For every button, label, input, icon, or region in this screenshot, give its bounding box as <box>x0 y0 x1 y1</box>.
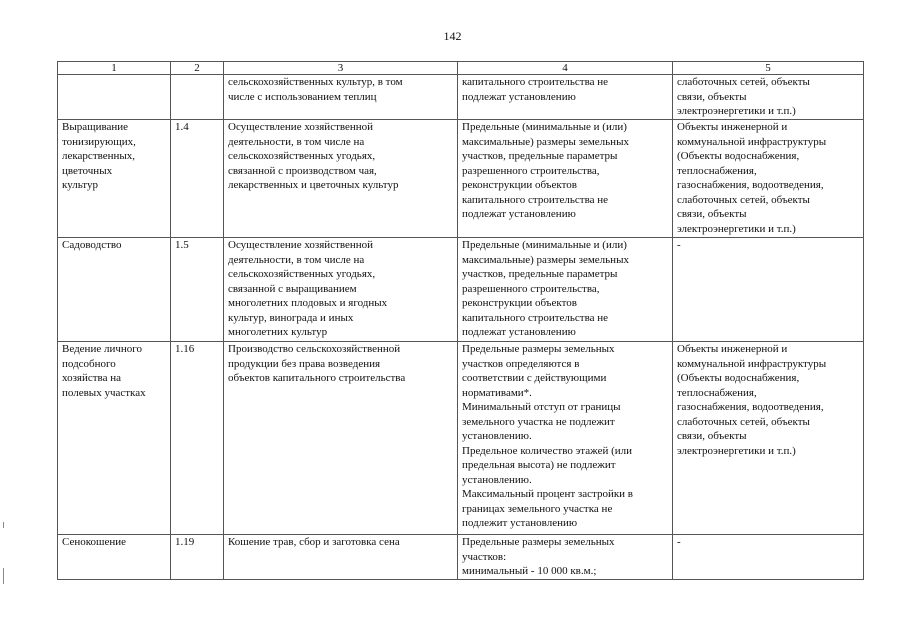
cell-text-line: 1.16 <box>175 343 195 355</box>
table-cell-col3 <box>224 238 458 342</box>
page-number: 142 <box>443 29 462 43</box>
column-header: 1 <box>58 62 171 75</box>
cell-text-line: максимальные) размеры земельных <box>462 253 629 266</box>
cell-text-line: связи, объекты <box>677 208 747 220</box>
cell-text-line: 1.5 <box>175 239 189 251</box>
cell-text-line: - <box>677 239 681 251</box>
cell-text-line: участков, предельные параметры <box>462 150 618 162</box>
cell-text-line: электроэнергетики и т.п.) <box>677 444 796 457</box>
cell-text-line: подсобного <box>62 357 116 370</box>
cell-text-line: Садоводство <box>62 239 122 251</box>
cell-text-line: лекарственных, <box>62 150 136 162</box>
cell-text-line: коммунальной инфраструктуры <box>677 135 827 148</box>
cell-text-line: Предельные размеры земельных <box>462 343 615 355</box>
cell-text-line: слаботочных сетей, объекты <box>677 76 810 88</box>
table-cell-col4 <box>458 120 673 238</box>
cell-text-line: полевых участках <box>62 386 146 399</box>
cell-text-line: цветочных <box>62 164 113 177</box>
cell-text-line: Выращивание <box>62 121 129 133</box>
cell-text-line: хозяйства на <box>62 372 122 384</box>
cell-text-line: Минимальный отступ от границы <box>462 401 621 413</box>
table-cell-col3 <box>224 535 458 580</box>
cell-text-line: слаботочных сетей, объекты <box>677 193 810 206</box>
table-cell-col5 <box>673 238 864 342</box>
cell-text-line: капитального строительства не <box>462 193 609 206</box>
cell-text-line: Кошение трав, сбор и заготовка сена <box>228 536 400 548</box>
cell-text-line: установлению. <box>462 430 532 442</box>
cell-text-line: связанной с выращиванием <box>228 282 357 295</box>
cell-text-line: Ведение личного <box>62 343 142 355</box>
cell-text-line: продукции без права возведения <box>228 357 381 370</box>
cell-text-line: подлежат установлению <box>462 90 576 103</box>
cell-text-line: слаботочных сетей, объекты <box>677 415 810 428</box>
cell-text-line: максимальные) размеры земельных <box>462 135 629 148</box>
table-cell-col4 <box>458 75 673 120</box>
margin-mark <box>3 568 4 584</box>
cell-text-line: (Объекты водоснабжения, <box>677 150 800 162</box>
cell-text-line: лекарственных и цветочных культур <box>228 179 399 191</box>
table-cell-col5 <box>673 342 864 535</box>
cell-text-line: газоснабжения, водоотведения, <box>677 401 824 413</box>
margin-mark <box>3 522 4 528</box>
cell-text-line: многолетних культур <box>228 326 328 338</box>
cell-text-line: связанной с производством чая, <box>228 164 377 177</box>
table-cell-col3 <box>224 120 458 238</box>
table-cell-col4 <box>458 535 673 580</box>
cell-text-line: Осуществление хозяйственной <box>228 239 374 251</box>
cell-text-line: объектов капитального строительства <box>228 372 406 384</box>
column-header: 2 <box>171 62 224 75</box>
cell-text-line: - <box>677 536 681 548</box>
cell-text-line: сельскохозяйственных угодьях, <box>228 268 376 280</box>
table-cell-col4 <box>458 342 673 535</box>
cell-text-line: многолетних плодовых и ягодных <box>228 297 388 309</box>
table-cell-col1 <box>58 75 171 120</box>
table-cell-col5 <box>673 75 864 120</box>
cell-text-line: коммунальной инфраструктуры <box>677 357 827 370</box>
cell-text-line: электроэнергетики и т.п.) <box>677 105 796 117</box>
cell-text-line: капитального строительства не <box>462 311 609 324</box>
table-cell-col2 <box>171 535 224 580</box>
cell-text-line: предельная высота) не подлежит <box>462 459 616 471</box>
cell-text-line: деятельности, в том числе на <box>228 135 365 148</box>
table-cell-col3 <box>224 342 458 535</box>
cell-text-line: Предельные (минимальные и (или) <box>462 121 627 133</box>
cell-text-line: Предельное количество этажей (или <box>462 444 633 457</box>
cell-text-line: капитального строительства не <box>462 76 609 88</box>
cell-text-line: установлению. <box>462 473 532 486</box>
cell-text-line: электроэнергетики и т.п.) <box>677 222 796 235</box>
cell-text-line: сельскохозяйственных угодьях, <box>228 150 376 162</box>
table-cell-col2 <box>171 238 224 342</box>
table-row <box>58 238 864 342</box>
table-cell-col2 <box>171 120 224 238</box>
column-header: 5 <box>673 62 864 75</box>
cell-text-line: участков: <box>462 550 507 563</box>
table-cell-col1 <box>58 238 171 342</box>
table-cell-col2 <box>171 342 224 535</box>
cell-text-line: 1.19 <box>175 536 195 548</box>
cell-text-line: Объекты инженерной и <box>677 121 788 133</box>
table-cell-col5 <box>673 120 864 238</box>
table-row <box>58 75 864 120</box>
table-row <box>58 342 864 535</box>
cell-text-line: (Объекты водоснабжения, <box>677 372 800 384</box>
cell-text-line: Предельные (минимальные и (или) <box>462 239 627 251</box>
cell-text-line: деятельности, в том числе на <box>228 253 365 266</box>
cell-text-line: подлежат установлению <box>462 208 576 220</box>
column-header: 3 <box>224 62 458 75</box>
table-cell-col3 <box>224 75 458 120</box>
cell-text-line: теплоснабжения, <box>677 164 757 177</box>
cell-text-line: разрешенного строительства, <box>462 282 600 295</box>
cell-text-line: соответствии с действующими <box>462 372 607 384</box>
cell-text-line: сельскохозяйственных культур, в том <box>228 76 403 88</box>
cell-text-line: минимальный - 10 000 кв.м.; <box>462 565 597 577</box>
land-use-table <box>57 61 864 580</box>
table-row <box>58 535 864 580</box>
table-row <box>58 120 864 238</box>
cell-text-line: культур <box>62 179 98 191</box>
cell-text-line: земельного участка не подлежит <box>462 415 615 428</box>
cell-text-line: реконструкции объектов <box>462 297 577 309</box>
column-header: 4 <box>458 62 673 75</box>
cell-text-line: нормативами*. <box>462 386 532 399</box>
table-cell-col5 <box>673 535 864 580</box>
table-cell-col4 <box>458 238 673 342</box>
cell-text-line: Производство сельскохозяйственной <box>228 343 401 355</box>
table-cell-col1 <box>58 120 171 238</box>
cell-text-line: участков, предельные параметры <box>462 268 618 280</box>
cell-text-line: культур, винограда и иных <box>228 311 354 324</box>
cell-text-line: Предельные размеры земельных <box>462 536 615 548</box>
cell-text-line: границах земельного участка не <box>462 502 613 515</box>
cell-text-line: тонизирующих, <box>62 135 136 148</box>
table-header-row <box>58 62 864 75</box>
cell-text-line: подлежат установлению <box>462 326 576 338</box>
cell-text-line: Сенокошение <box>62 536 127 548</box>
cell-text-line: газоснабжения, водоотведения, <box>677 179 824 191</box>
cell-text-line: числе с использованием теплиц <box>228 90 377 103</box>
cell-text-line: подлежит установлению <box>462 517 578 529</box>
cell-text-line: Осуществление хозяйственной <box>228 121 374 133</box>
cell-text-line: связи, объекты <box>677 430 747 442</box>
table-cell-col1 <box>58 535 171 580</box>
table-cell-col1 <box>58 342 171 535</box>
cell-text-line: связи, объекты <box>677 90 747 103</box>
table-cell-col2 <box>171 75 224 120</box>
cell-text-line: теплоснабжения, <box>677 386 757 399</box>
cell-text-line: разрешенного строительства, <box>462 164 600 177</box>
cell-text-line: Максимальный процент застройки в <box>462 488 633 500</box>
cell-text-line: Объекты инженерной и <box>677 343 788 355</box>
cell-text-line: реконструкции объектов <box>462 179 577 191</box>
cell-text-line: 1.4 <box>175 121 189 133</box>
cell-text-line: участков определяются в <box>462 357 580 370</box>
